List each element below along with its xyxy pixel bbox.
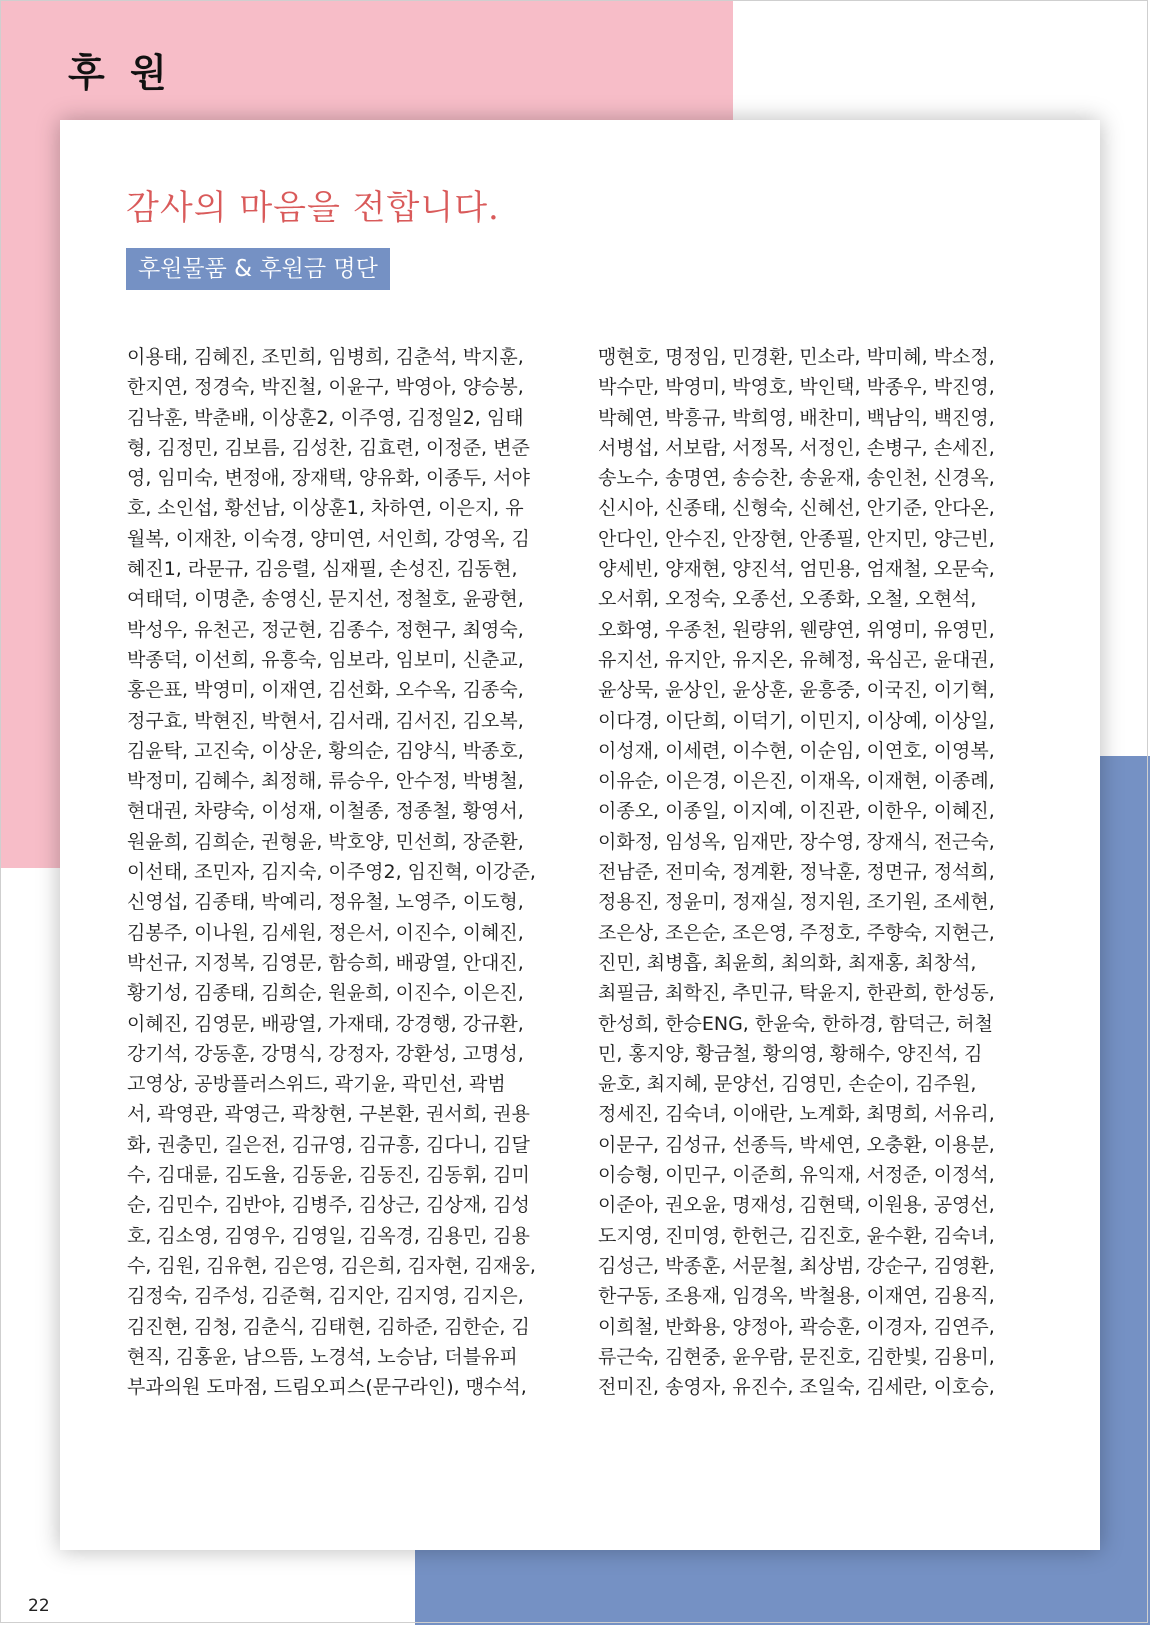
sponsor-name-line: 진민, 최병흡, 최윤희, 최의화, 최재홍, 최창석,	[598, 951, 977, 974]
sponsor-name-line: 순, 김민수, 김반야, 김병주, 김상근, 김상재, 김성	[127, 1194, 530, 1217]
sponsor-name-line: 김진현, 김청, 김춘식, 김태현, 김하준, 김한순, 김	[127, 1315, 530, 1338]
sponsor-name-line: 김정숙, 김주성, 김준혁, 김지안, 김지영, 김지은,	[127, 1285, 524, 1308]
sponsor-name-line: 정세진, 김숙녀, 이애란, 노계화, 최명희, 서유리,	[598, 1103, 995, 1126]
sponsor-name-line: 도지영, 진미영, 한헌근, 김진호, 윤수환, 김숙녀,	[598, 1224, 995, 1247]
sponsor-name-line: 이문구, 김성규, 선종득, 박세연, 오충환, 이용분,	[598, 1133, 995, 1156]
sponsor-name-line: 박정미, 김혜수, 최정해, 류승우, 안수정, 박병철,	[127, 770, 524, 793]
sponsor-names-left-column	[127, 342, 536, 1402]
sponsor-name-line: 이용태, 김혜진, 조민희, 임병희, 김춘석, 박지훈,	[127, 346, 524, 368]
sponsor-name-line: 이다경, 이단희, 이덕기, 이민지, 이상예, 이상일,	[598, 709, 995, 732]
sponsor-name-line: 김윤탁, 고진숙, 이상운, 황의순, 김양식, 박종호,	[127, 739, 524, 762]
sponsor-name-line: 이성재, 이세련, 이수현, 이순임, 이연호, 이영복,	[598, 739, 995, 762]
sponsor-name-line: 강기석, 강동훈, 강명식, 강정자, 강환성, 고명성,	[127, 1042, 524, 1065]
sponsor-name-line: 한지연, 정경숙, 박진철, 이윤구, 박영아, 양승봉,	[127, 376, 524, 399]
sponsor-name-line: 서병섭, 서보람, 서정목, 서정인, 손병구, 손세진,	[598, 436, 995, 459]
sponsor-name-line: 신시아, 신종태, 신형숙, 신혜선, 안기준, 안다온,	[598, 497, 995, 520]
sponsor-name-line: 류근숙, 김현중, 윤우람, 문진호, 김한빛, 김용미,	[598, 1345, 995, 1368]
sponsor-list-badge: 후원물품 & 후원금 명단	[126, 248, 390, 290]
sponsor-name-line: 정구효, 박현진, 박현서, 김서래, 김서진, 김오복,	[127, 709, 524, 732]
sponsor-name-line: 박성우, 유천곤, 정군현, 김종수, 정현구, 최영숙,	[127, 618, 524, 641]
page-number: 22	[28, 1596, 50, 1616]
sponsor-name-line: 김봉주, 이나원, 김세원, 정은서, 이진수, 이혜진,	[127, 921, 524, 944]
sponsor-name-line: 수, 김대륜, 김도율, 김동윤, 김동진, 김동휘, 김미	[127, 1164, 530, 1187]
sponsor-name-line: 이희철, 반화용, 양정아, 곽승훈, 이경자, 김연주,	[598, 1315, 995, 1338]
sponsor-name-line: 전남준, 전미숙, 정계환, 정낙훈, 정면규, 정석희,	[598, 861, 995, 884]
sponsor-name-line: 영, 임미숙, 변정애, 장재택, 양유화, 이종두, 서야	[127, 467, 530, 490]
sponsor-names-right-column	[598, 342, 995, 1402]
sponsor-name-line: 서, 곽영관, 곽영근, 곽창현, 구본환, 권서희, 권용	[127, 1103, 530, 1126]
sponsor-name-line: 이화정, 임성옥, 임재만, 장수영, 장재식, 전근숙,	[598, 830, 995, 853]
sponsor-name-line: 윤상묵, 윤상인, 윤상훈, 윤흥중, 이국진, 이기혁,	[598, 679, 995, 702]
sponsor-name-line: 안다인, 안수진, 안장현, 안종필, 안지민, 양근빈,	[598, 527, 995, 550]
sponsor-name-line: 황기성, 김종태, 김희순, 원윤희, 이진수, 이은진,	[127, 982, 524, 1005]
sponsor-name-line: 이준아, 권오윤, 명재성, 김현택, 이원용, 공영선,	[598, 1194, 995, 1217]
sponsor-name-line: 수, 김원, 김유현, 김은영, 김은희, 김자현, 김재웅,	[127, 1254, 536, 1277]
sponsor-card	[60, 120, 1100, 1550]
sponsor-name-line: 한구동, 조용재, 임경옥, 박철용, 이재연, 김용직,	[598, 1285, 995, 1308]
sponsor-name-line: 오화영, 우종천, 원량위, 웬량연, 위영미, 유영민,	[598, 618, 995, 641]
sponsor-name-line: 이승형, 이민구, 이준희, 유익재, 서정준, 이정석,	[598, 1164, 995, 1187]
sponsor-name-line: 이선태, 조민자, 김지숙, 이주영2, 임진혁, 이강준,	[127, 861, 536, 884]
sponsor-name-line: 오서휘, 오정숙, 오종선, 오종화, 오철, 오현석,	[598, 588, 977, 611]
sponsor-name-line: 여태덕, 이명춘, 송영신, 문지선, 정철호, 윤광현,	[127, 588, 524, 611]
sponsor-name-line: 부과의원 도마점, 드림오피스(문구라인), 맹수석,	[127, 1376, 527, 1399]
sponsor-name-line: 현대권, 차량숙, 이성재, 이철종, 정종철, 황영서,	[127, 800, 524, 823]
sponsor-name-line: 형, 김정민, 김보름, 김성찬, 김효련, 이정준, 변준	[127, 436, 530, 459]
sponsor-name-line: 박종덕, 이선희, 유흥숙, 임보라, 임보미, 신춘교,	[127, 648, 524, 671]
sponsor-name-line: 월복, 이재찬, 이숙경, 양미연, 서인희, 강영옥, 김	[127, 527, 530, 550]
sponsor-name-line: 이종오, 이종일, 이지예, 이진관, 이한우, 이혜진,	[598, 800, 995, 823]
sponsor-name-line: 원윤희, 김희순, 권형윤, 박호양, 민선희, 장준환,	[127, 830, 524, 853]
sponsor-name-line: 호, 소인섭, 황선남, 이상훈1, 차하연, 이은지, 유	[127, 497, 524, 520]
sponsor-name-line: 화, 권충민, 길은전, 김규영, 김규흥, 김다니, 김달	[127, 1133, 530, 1156]
sponsor-name-line: 혜진1, 라문규, 김응렬, 심재필, 손성진, 김동현,	[127, 558, 518, 581]
sponsor-name-line: 윤호, 최지혜, 문양선, 김영민, 손순이, 김주원,	[598, 1073, 977, 1096]
sponsor-name-line: 한성희, 한승ENG, 한윤숙, 한하경, 함덕근, 허철	[598, 1012, 994, 1035]
sponsor-name-line: 민, 홍지양, 황금철, 황의영, 황해수, 양진석, 김	[598, 1042, 983, 1065]
sponsor-name-line: 박수만, 박영미, 박영호, 박인택, 박종우, 박진영,	[598, 376, 995, 399]
sponsor-name-line: 맹현호, 명정임, 민경환, 민소라, 박미혜, 박소정,	[598, 346, 995, 368]
sponsor-name-line: 박혜연, 박흥규, 박희영, 배찬미, 백남익, 백진영,	[598, 406, 995, 429]
sponsor-name-line: 호, 김소영, 김영우, 김영일, 김옥경, 김용민, 김용	[127, 1224, 530, 1247]
sponsor-name-line: 홍은표, 박영미, 이재연, 김선화, 오수옥, 김종숙,	[127, 679, 524, 702]
sponsor-name-line: 전미진, 송영자, 유진수, 조일숙, 김세란, 이호승,	[598, 1376, 995, 1399]
section-title: 후 원	[68, 51, 173, 95]
sponsor-name-line: 양세빈, 양재현, 양진석, 엄민용, 엄재철, 오문숙,	[598, 558, 995, 581]
sponsor-name-line: 유지선, 유지안, 유지온, 유혜정, 육심곤, 윤대권,	[598, 648, 995, 671]
sponsor-name-line: 신영섭, 김종태, 박예리, 정유철, 노영주, 이도형,	[127, 891, 524, 914]
sponsor-name-line: 이유순, 이은경, 이은진, 이재옥, 이재현, 이종례,	[598, 770, 995, 793]
sponsor-name-line: 이혜진, 김영문, 배광열, 가재태, 강경행, 강규환,	[127, 1012, 524, 1035]
sponsor-name-line: 조은상, 조은순, 조은영, 주정호, 주향숙, 지현근,	[598, 921, 995, 944]
sponsor-name-line: 현직, 김홍윤, 남으뜸, 노경석, 노승남, 더블유피	[127, 1345, 518, 1368]
sponsor-name-line: 최필금, 최학진, 추민규, 탁윤지, 한관희, 한성동,	[598, 982, 995, 1005]
sponsor-name-line: 고영상, 공방플러스위드, 곽기윤, 곽민선, 곽범	[127, 1073, 506, 1096]
sponsor-name-line: 김성근, 박종훈, 서문철, 최상범, 강순구, 김영환,	[598, 1254, 995, 1277]
sponsor-name-line: 박선규, 지정복, 김영문, 함승희, 배광열, 안대진,	[127, 951, 524, 974]
sponsor-name-line: 송노수, 송명연, 송승찬, 송윤재, 송인천, 신경옥,	[598, 467, 995, 490]
sponsor-name-line: 정용진, 정윤미, 정재실, 정지원, 조기원, 조세현,	[598, 891, 995, 914]
sponsor-name-line: 김낙훈, 박춘배, 이상훈2, 이주영, 김정일2, 임태	[127, 406, 524, 429]
thanks-headline: 감사의 마음을 전합니다.	[126, 188, 500, 228]
